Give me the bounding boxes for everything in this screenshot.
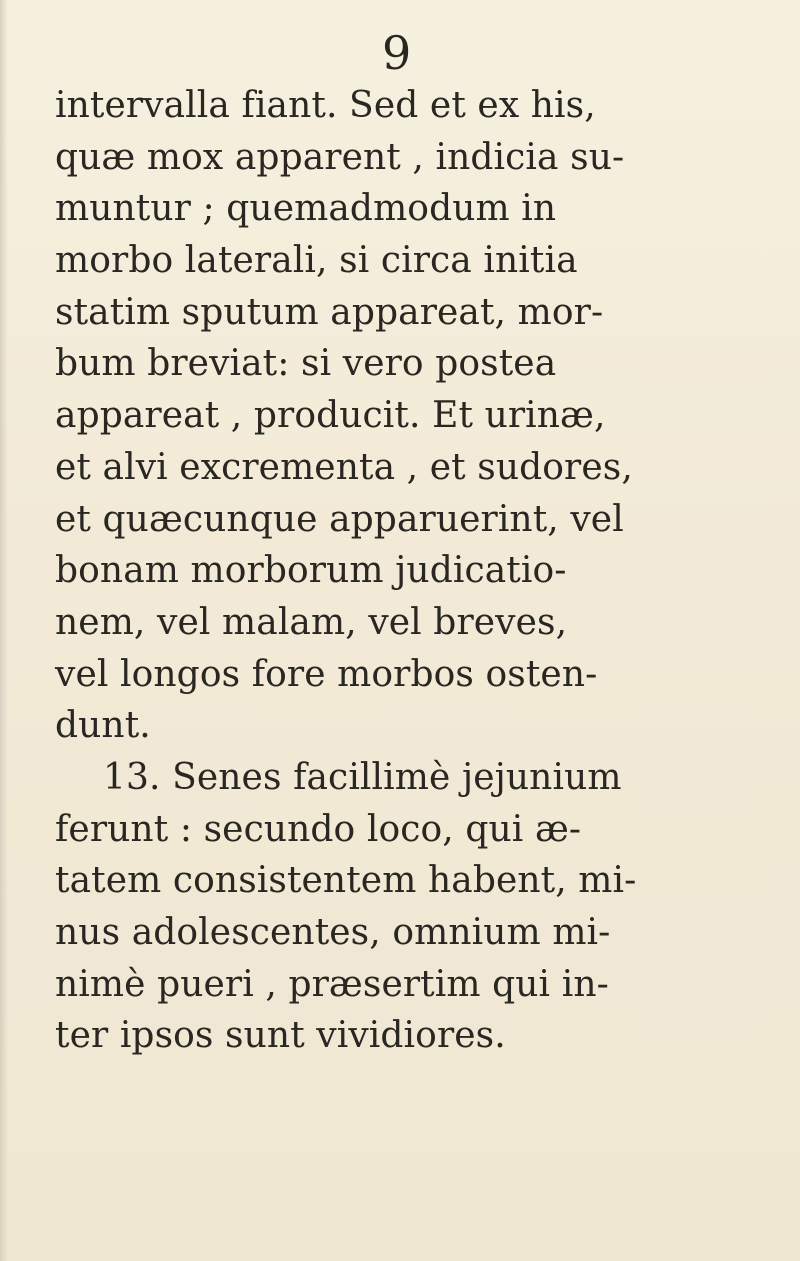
- text-line-17: nus adolescentes, omnium mi-: [55, 912, 611, 953]
- text-line-11: nem, vel malam, vel breves,: [55, 601, 568, 643]
- text-line-19: ter ipsos sunt vividiores.: [55, 1015, 506, 1057]
- text-line-4: morbo laterali, si circa initia: [55, 240, 578, 282]
- text-line-1: intervalla fiant. Sed et ex his,: [55, 85, 596, 126]
- text-line-8: et alvi excrementa , et sudores,: [55, 446, 633, 488]
- text-line-9: et quæcunque apparuerint, vel: [55, 498, 624, 540]
- text-line-6: bum breviat: si vero postea: [55, 343, 557, 385]
- text-line-10: bonam morborum judicatio-: [55, 550, 567, 592]
- text-line-7: appareat , producit. Et urinæ,: [55, 395, 606, 437]
- text-line-12: vel longos fore morbos osten-: [55, 653, 598, 695]
- section-13-start: 13. Senes facillimè jejunium: [103, 756, 622, 798]
- text-line-15: ferunt : secundo loco, qui æ-: [55, 808, 582, 850]
- text-line-13: dunt.: [55, 705, 151, 747]
- text-line-16: tatem consistentem habent, mi-: [55, 860, 637, 902]
- latin-text-block: [55, 80, 765, 1062]
- text-line-18: nimè pueri , præsertim qui in-: [55, 963, 609, 1005]
- text-line-3: muntur ; quemadmodum in: [55, 188, 557, 230]
- text-line-2: quæ mox apparent , indicia su-: [55, 136, 625, 178]
- page-number: 9: [382, 26, 412, 80]
- text-line-5: statim sputum appareat, mor-: [55, 291, 604, 333]
